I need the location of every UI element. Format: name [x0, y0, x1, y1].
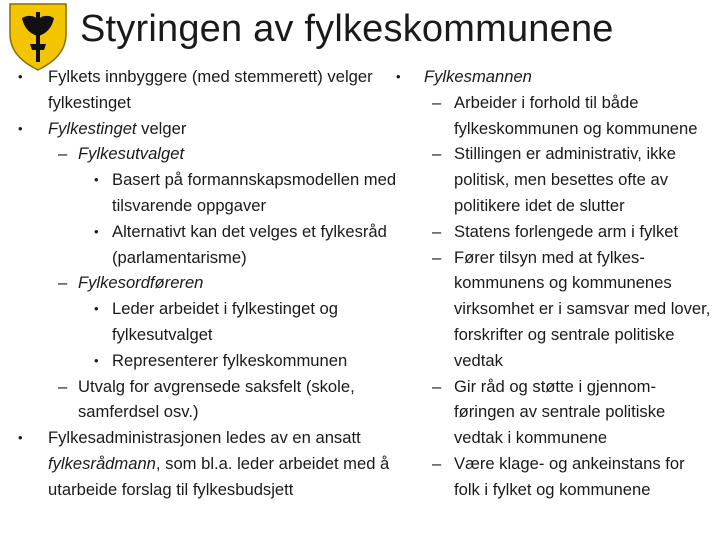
bullet-marker: •	[94, 172, 99, 188]
sub-item-text: Fører tilsyn med at fylkes-kommunens og kommunenes virksomhet er i samsvar med lover, forskrifter og sentrale politiske vedtak	[454, 247, 711, 370]
sub-item-text: Arbeider i forhold til både fylkeskommunen og kommunene	[454, 92, 698, 138]
dash-marker: –	[432, 247, 442, 267]
bullet-marker: •	[396, 69, 401, 84]
sub-item-text: Stillingen er administrativ, ikke politisk, men besettes ofte av politikere idet de slutter	[454, 144, 676, 215]
list-item	[18, 116, 398, 142]
sub-list-item	[396, 245, 712, 374]
bullet-marker: •	[18, 430, 23, 446]
sub-sub-list-item	[18, 219, 398, 271]
dash-marker: –	[58, 376, 68, 396]
sub-item-text: Være klage- og ankeinstans for folk i fylket og kommunene	[454, 453, 685, 499]
bullet-emphasis: Fylkestinget	[48, 118, 137, 138]
bullet-text: Fylkets innbyggere (med stemmerett) velger fylkestinget	[48, 67, 373, 112]
left-column	[18, 64, 398, 503]
column-heading: Fylkesmannen	[424, 67, 532, 86]
dash-marker: –	[58, 273, 68, 293]
sub-item-text: Statens forlengede arm i fylket	[454, 221, 679, 241]
sub-sub-item-text: Alternativt kan det velges et fylkesråd (parlamentarisme)	[112, 221, 387, 267]
sub-sub-item-text: Representerer fylkeskommunen	[112, 350, 348, 370]
sub-list-item	[396, 451, 712, 503]
county-coat-of-arms-icon	[6, 0, 70, 72]
sub-list-item	[396, 219, 712, 245]
sub-item-label: Fylkesordføreren	[78, 273, 204, 293]
dash-marker: –	[432, 453, 442, 473]
bullet-marker: •	[18, 120, 23, 136]
dash-marker: –	[432, 92, 442, 112]
sub-list-item	[396, 90, 712, 142]
bullet-text: , som bl.a. leder arbeidet med å utarbeide forslag til fylkesbudsjett	[48, 453, 390, 499]
list-item	[396, 64, 712, 90]
sub-list-item	[396, 141, 712, 218]
sub-item-label: Utvalg for avgrensede saksfelt (skole, samferdsel osv.)	[78, 376, 355, 422]
bullet-text: Fylkesadministrasjonen ledes av en ansatt	[48, 428, 361, 448]
sub-sub-item-text: Basert på formannskapsmodellen med tilsvarende oppgaver	[112, 170, 397, 215]
sub-list-item	[18, 270, 398, 296]
sub-item-label: Fylkesutvalget	[78, 144, 185, 164]
bullet-marker: •	[18, 69, 23, 84]
bullet-text: velger	[136, 118, 187, 138]
sub-sub-list-item	[18, 348, 398, 374]
sub-list-item	[396, 374, 712, 451]
dash-marker: –	[432, 376, 442, 396]
list-item	[18, 425, 398, 502]
sub-item-text: Gir råd og støtte i gjennom-føringen av sentrale politiske vedtak i kommunene	[454, 376, 666, 448]
bullet-marker: •	[94, 352, 99, 368]
bullet-emphasis: fylkesrådmann	[48, 453, 156, 473]
list-item	[18, 64, 398, 116]
sub-sub-item-text: Leder arbeidet i fylkestinget og fylkesutvalget	[112, 299, 339, 344]
bullet-marker: •	[94, 301, 99, 317]
bullet-marker: •	[94, 223, 99, 239]
dash-marker: –	[58, 144, 68, 164]
sub-sub-list-item	[18, 296, 398, 348]
right-column	[396, 64, 712, 503]
dash-marker: –	[432, 144, 442, 164]
sub-list-item	[18, 141, 398, 167]
sub-list-item	[18, 374, 398, 426]
sub-sub-list-item	[18, 167, 398, 219]
dash-marker: –	[432, 221, 442, 241]
slide-title: Styringen av fylkeskommunene	[80, 8, 614, 50]
